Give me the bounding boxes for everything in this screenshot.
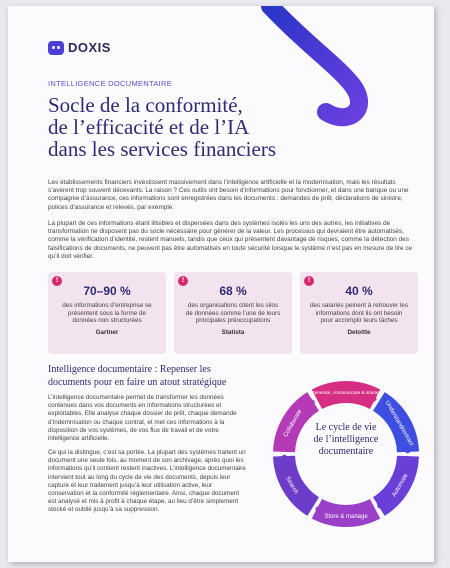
lifecycle-step-label: Understand/extract (383, 400, 415, 447)
stat-description: des informations d’entreprise se présentent sous la forme de données non structurées (62, 302, 152, 325)
stat-source: Deloitte (347, 328, 371, 336)
lifecycle-title-line: de l’intelligence (313, 434, 379, 445)
stat-card (300, 272, 418, 354)
brand-name: DOXIS (68, 40, 111, 55)
section-paragraph-2: Ce qui la distingue, c’est sa portée. La plupart des systèmes traitent un document une seule fois, au moment de son archivage, après quoi les informations qu’il contient restent inactives. L’intelligence documentaire intervient tout au long du cycle de vie des documents, depuis leur capture et leur traitement jusqu’à leur utilisation active, leur conservation et la conformité réglementaire. Ainsi, chaque document est analysé et mis à profit à chaque étape, au lieu d’être simplement stocké et oublié jusqu’à sa suppression. (48, 449, 246, 514)
page-title (48, 94, 348, 160)
intro-paragraph-2: La plupart de ces informations étant illisibles et dispersées dans des systèmes isolés les uns des autres, les initiatives de transformation ne disposent pas du socle nécessaire pour générer de la valeur. Les processus qui devraient être automatisés, comme la vérification d’identité, restent manuels, tandis que ceux qui présentent davantage de risques, comme la détection des falsifications de documents, ne peuvent pas être automatisés en toute sécurité lorsque le système n’est pas en mesure de lire ce qu’il doit vérifier. (48, 220, 413, 260)
stat-card (48, 272, 166, 354)
alert-icon: ! (52, 276, 62, 286)
heading-line: Intelligence documentaire : Repenser les (48, 364, 211, 375)
stat-value: 70–90 % (83, 284, 131, 298)
lifecycle-title-line: documentaire (318, 446, 374, 457)
lifecycle-step-label: Search (284, 475, 299, 496)
doxis-logo (48, 40, 111, 55)
stat-card (174, 272, 292, 354)
stat-description: des organisations citent les silos de données comme l’une de leurs principales préoccupations (185, 302, 281, 325)
lifecycle-step-label: Automate (391, 472, 410, 499)
title-line: Socle de la conformité, (48, 93, 243, 117)
lifecycle-title (296, 422, 396, 458)
doxis-logo-icon (48, 41, 64, 55)
section-paragraph-1: L’intelligence documentaire permet de transformer les données contenues dans vos documents en informations structurées et exploitables. Elle analyse chaque dossier de prêt, chaque demande d’indemnisation ou chaque contrat, et met ces informations à la disposition de vos systèmes, de vos flux de travail et de votre intelligence artificielle. (48, 394, 237, 443)
alert-icon: ! (178, 276, 188, 286)
eyebrow-label: INTELLIGENCE DOCUMENTAIRE (48, 79, 173, 88)
alert-icon: ! (304, 276, 314, 286)
lifecycle-step-label: Generate, communicate & interact (311, 390, 381, 395)
title-line: de l’efficacité et de l’IA (48, 115, 250, 139)
stat-description: des salariés peinent à retrouver les informations dont ils ont besoin pour accomplir leurs tâches (310, 302, 409, 325)
stat-value: 40 % (345, 284, 373, 298)
heading-line: documents pour en faire un atout stratégique (48, 377, 227, 388)
section-heading (48, 363, 248, 389)
lifecycle-title-line: Le cycle de vie (315, 422, 377, 433)
brochure-page (8, 6, 434, 562)
stat-source: Statista (221, 328, 245, 336)
title-line: dans les services financiers (48, 137, 276, 161)
lifecycle-step-label: Store & manage (324, 514, 368, 520)
intro-paragraph-1: Les établissements financiers investissent massivement dans l’intelligence artificielle et la modernisation, mais les résultats s’avèrent trop souvent décevants. La raison ? Ces outils ont besoin d’informations pour fonctionner, et dans une banque ou une compagnie d’assurance, ces informations sont enregistrées dans les documents : demandes de prêt, déclarations de sinistre, polices d’assurance et relevés, par exemple. (48, 179, 409, 211)
stat-source: Gartner (95, 328, 119, 336)
stats-row (48, 272, 418, 354)
stat-value: 68 % (219, 284, 247, 298)
lifecycle-step-label: Collaborate (282, 408, 304, 439)
